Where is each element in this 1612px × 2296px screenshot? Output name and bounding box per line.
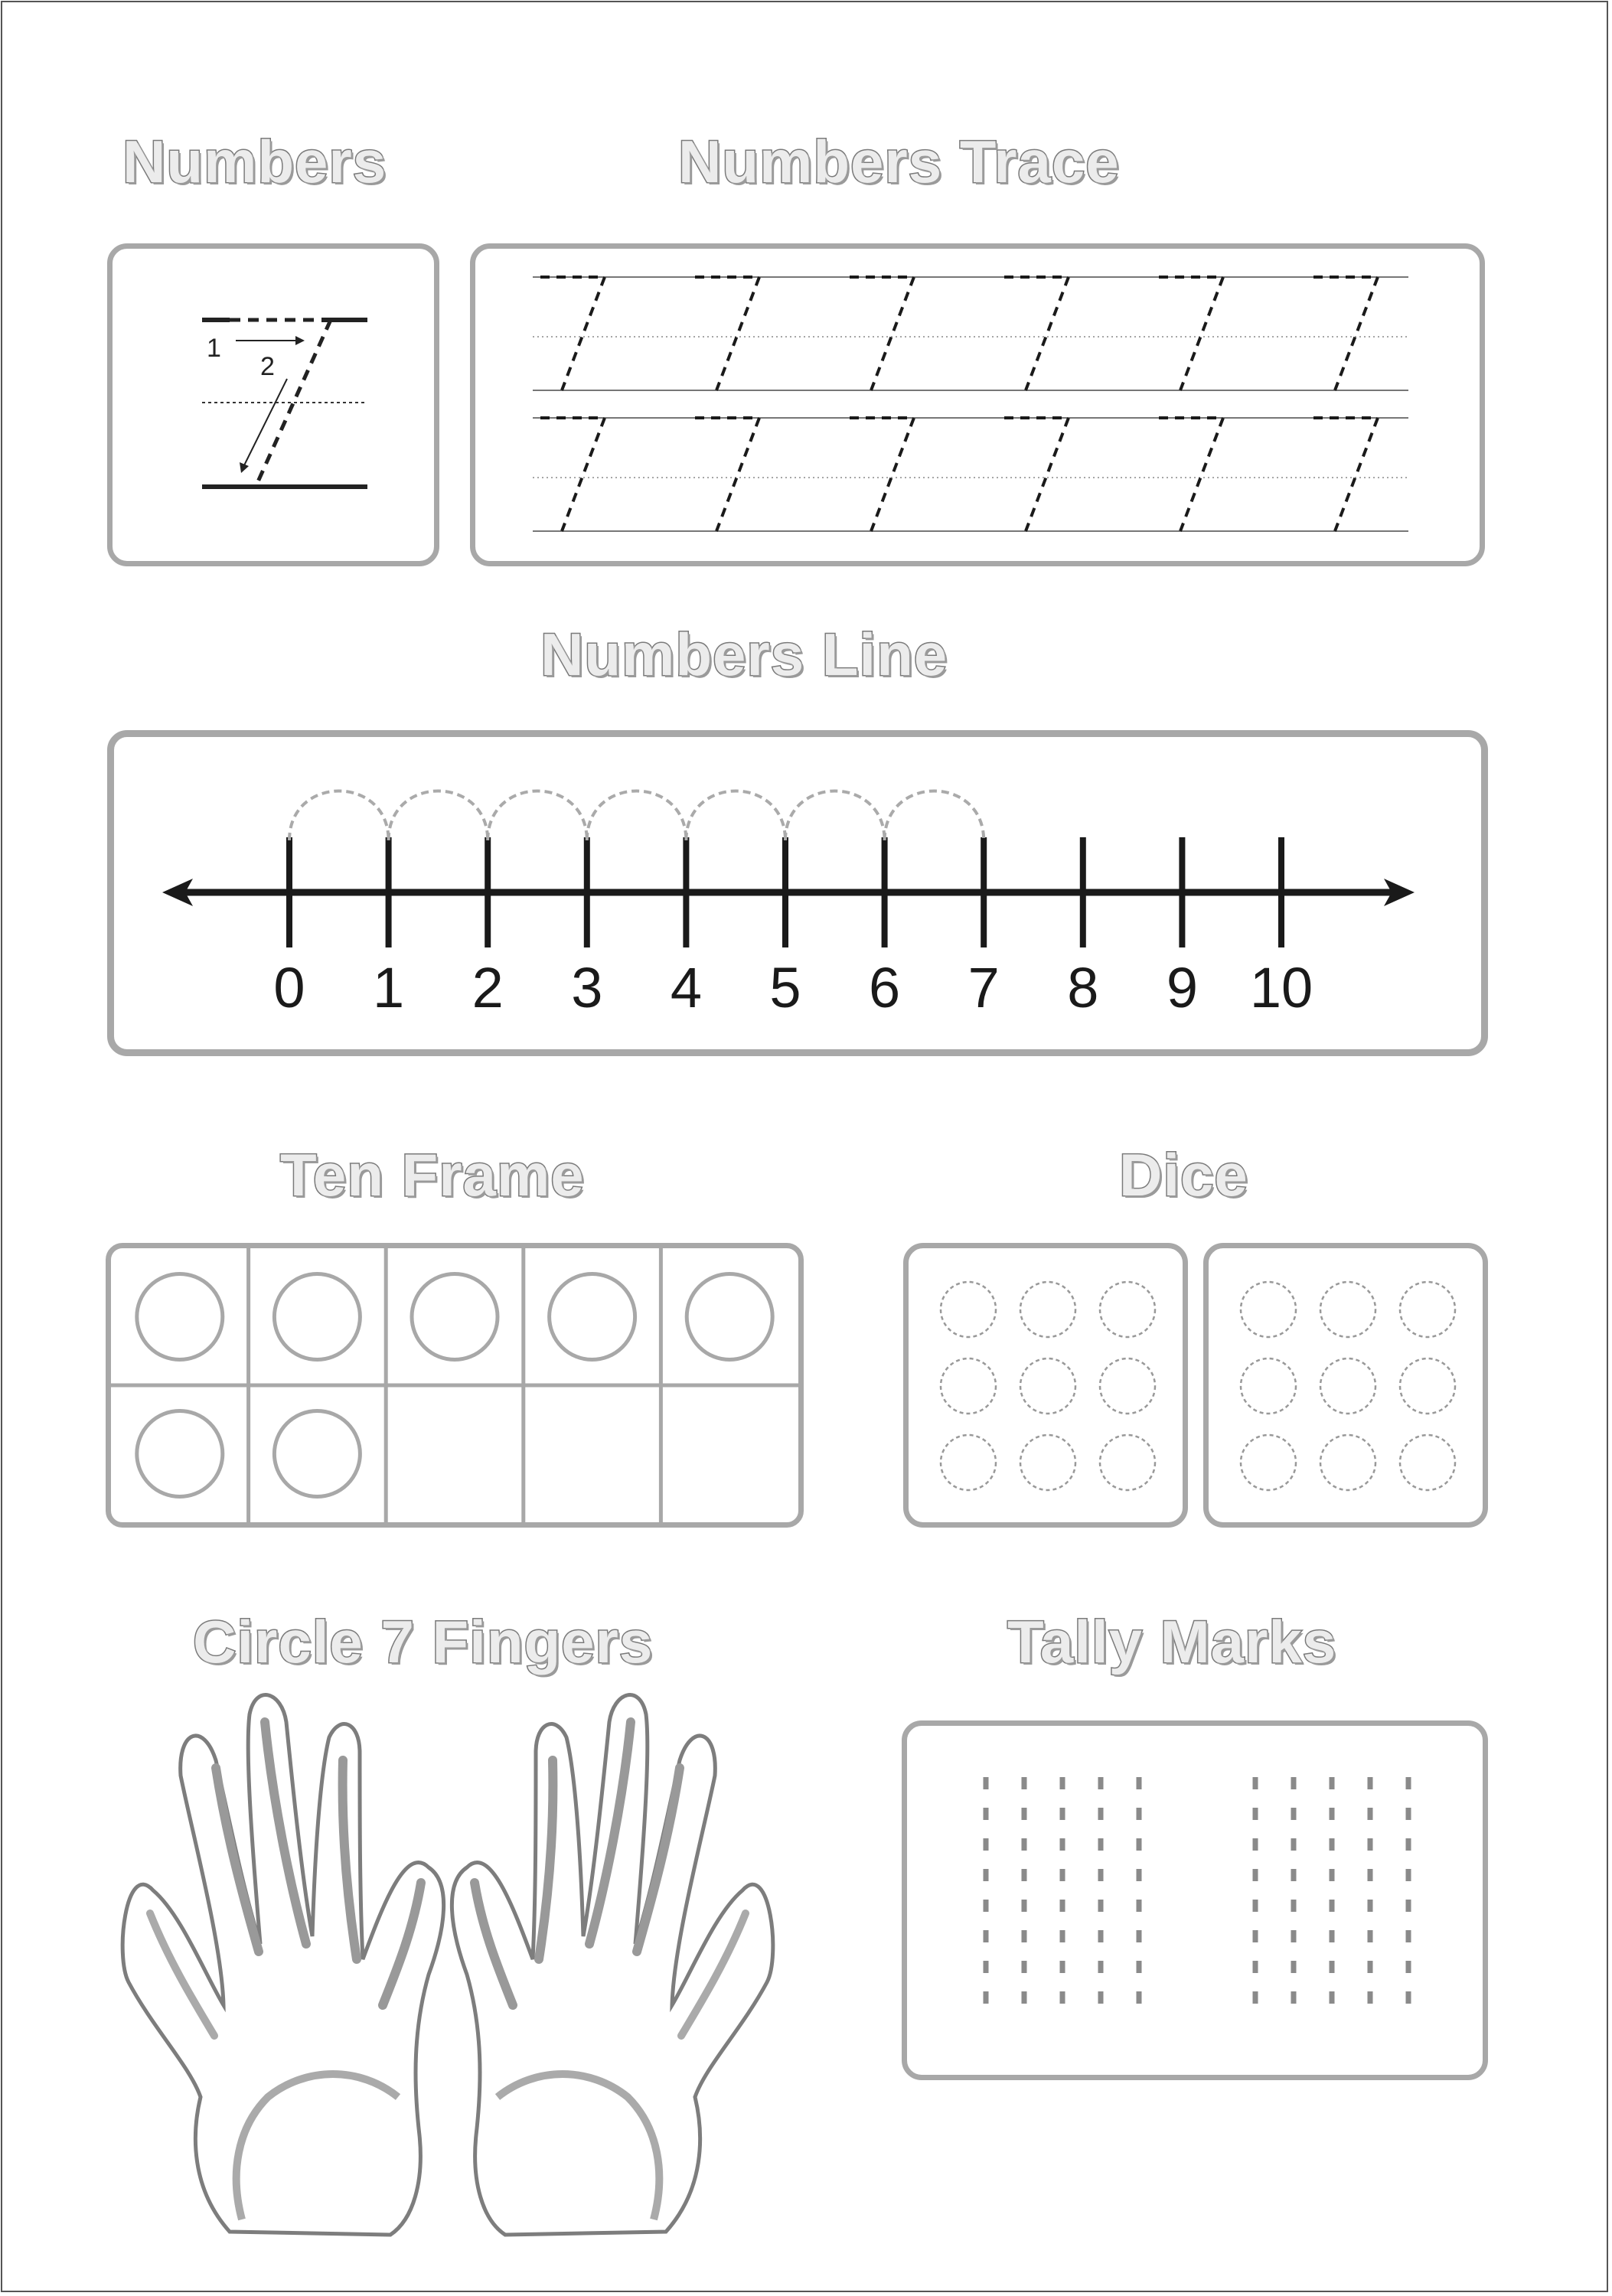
tick-label: 1 [373, 956, 405, 1019]
ten-frame-counter [137, 1274, 223, 1360]
ten-frame-counter [687, 1274, 772, 1360]
tick-label: 6 [869, 956, 901, 1019]
ten-frame-counter [274, 1274, 360, 1360]
title-dice: Dice [1119, 1141, 1248, 1208]
die-dot [1400, 1435, 1455, 1490]
digit-stroke-guide [202, 320, 367, 487]
ten-frame-counter [550, 1274, 635, 1360]
die-dot [1241, 1282, 1296, 1337]
die-dot [1320, 1282, 1375, 1337]
title-numbers: Numbers [122, 128, 387, 195]
die-dot [1400, 1282, 1455, 1337]
die-dot [941, 1282, 996, 1337]
die-dot [1241, 1358, 1296, 1414]
die-dot [1400, 1358, 1455, 1414]
right-hand-icon[interactable] [452, 1695, 772, 2235]
trace-digit [1004, 418, 1069, 531]
die-dot [1241, 1435, 1296, 1490]
trace-digit [850, 277, 914, 390]
die-dot [1020, 1282, 1075, 1337]
ten-frame-counter [137, 1411, 223, 1497]
die-dot [1100, 1435, 1155, 1490]
trace-digit [695, 277, 759, 390]
hop-arc [587, 791, 687, 841]
die-dot [1020, 1435, 1075, 1490]
tick-label: 4 [670, 956, 702, 1019]
die-dot [941, 1358, 996, 1414]
die-dot [1020, 1358, 1075, 1414]
stroke-label-2: 2 [260, 352, 275, 381]
tally-dashes [986, 1777, 1408, 2020]
ten-frame-counter [274, 1411, 360, 1497]
trace-digit [695, 418, 759, 531]
hop-arc [488, 791, 587, 841]
hop-arc [686, 791, 785, 841]
hop-arc [885, 791, 984, 841]
trace-digit [540, 277, 605, 390]
tick-label: 5 [769, 956, 801, 1019]
title-numbers-line: Numbers Line [540, 621, 948, 688]
title-ten-frame: Ten Frame [280, 1141, 585, 1208]
die-dot [941, 1435, 996, 1490]
dice-dots [941, 1282, 1455, 1490]
ten-frame-grid [111, 1248, 798, 1522]
hop-arc [389, 791, 488, 841]
trace-digit [540, 418, 605, 531]
ten-frame-counter [412, 1274, 498, 1360]
tick-label: 9 [1166, 956, 1198, 1019]
trace-digit [1159, 418, 1223, 531]
tick-label: 2 [472, 956, 504, 1019]
title-circle-fingers: Circle 7 Fingers [193, 1608, 654, 1675]
hop-arc [289, 791, 389, 841]
left-hand-icon[interactable] [122, 1695, 443, 2235]
trace-digit [1004, 277, 1069, 390]
tick-label: 3 [571, 956, 603, 1019]
trace-area [533, 277, 1408, 531]
title-tally-marks: Tally Marks [1007, 1608, 1337, 1675]
tick-label: 7 [968, 956, 1000, 1019]
title-numbers-trace: Numbers Trace [678, 128, 1120, 195]
die-dot [1320, 1435, 1375, 1490]
trace-digit [1313, 418, 1378, 531]
hop-arc [785, 791, 885, 841]
trace-digit [1313, 277, 1378, 390]
trace-digit [1159, 277, 1223, 390]
stroke-label-1: 1 [207, 334, 221, 363]
tick-label: 8 [1067, 956, 1099, 1019]
die-dot [1100, 1282, 1155, 1337]
tick-label: 10 [1249, 956, 1313, 1019]
die-dot [1100, 1358, 1155, 1414]
number-line [162, 791, 1415, 1020]
trace-digit [850, 418, 914, 531]
tick-label: 0 [273, 956, 305, 1019]
die-dot [1320, 1358, 1375, 1414]
